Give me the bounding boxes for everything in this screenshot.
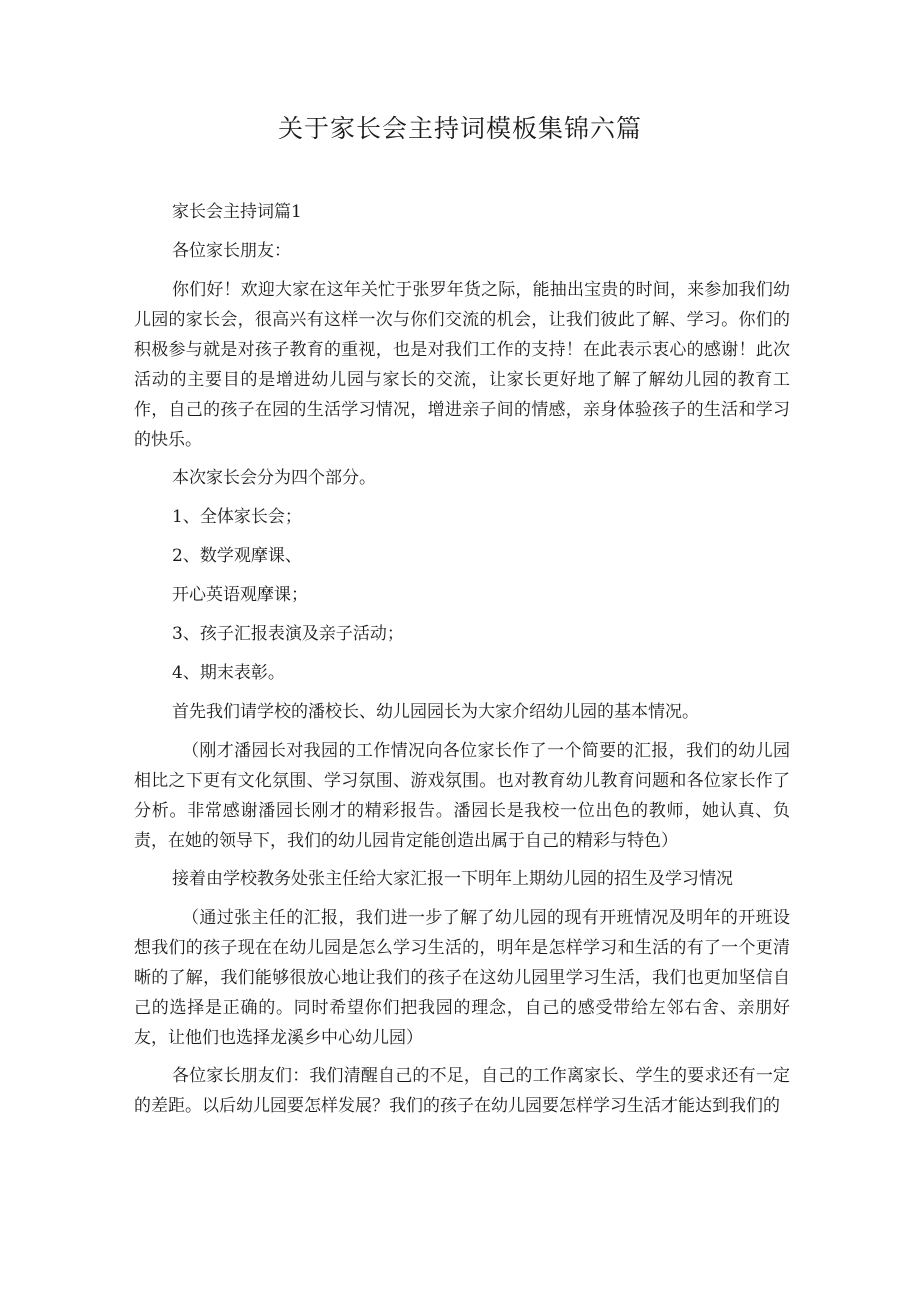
list-item-3: 3、孩子汇报表演及亲子活动； — [172, 624, 404, 644]
document-title: 关于家长会主持词模板集锦六篇 — [277, 114, 642, 143]
list-item-1: 1、全体家长会； — [172, 507, 302, 527]
paragraph-principal-intro: 首先我们请学校的潘校长、幼儿园园长为大家介绍幼儿园的基本情况。 — [172, 702, 699, 722]
paragraph-welcome: 你们好！欢迎大家在这年关忙于张罗年货之际，能抽出宝贵的时间，来参加我们幼儿园的家长会，很高兴有这样一次与你们交流的机会，让我们彼此了解、学习。你们的积极参与就是对孩子教育的重视，也是对我们工作的支持！在此表示衷心的感谢！此次活动的主要目的是增进幼儿园与家长的交流，让家长更好地了解了解幼儿园的教育工作，自己的孩子在园的生活学习情况，增进亲子间的情感，亲身体验孩子的生活和学习的快乐。 — [134, 280, 790, 450]
paragraph-director-intro: 接着由学校教务处张主任给大家汇报一下明年上期幼儿园的招生及学习情况 — [172, 869, 733, 889]
section-heading: 家长会主持词篇1 — [172, 202, 302, 222]
document-body — [134, 197, 790, 1129]
paragraph-director-summary: （通过张主任的汇报，我们进一步了解了幼儿园的现有开班情况及明年的开班设想我们的孩子现在在幼儿园是怎么学习生活的，明年是怎样学习和生活的有了一个更清晰的了解，我们能够很放心地让我们的孩子在这幼儿园里学习生活，我们也更加坚信自己的选择是正确的。同时希望你们把我园的理念，自己的感受带给左邻右舍、亲朋好友，让他们也选择龙溪乡中心幼儿园） — [134, 908, 790, 1048]
list-item-2b: 开心英语观摩课； — [172, 585, 308, 605]
list-item-4: 4、期末表彰。 — [172, 663, 285, 683]
list-item-2: 2、数学观摩课、 — [172, 546, 302, 566]
paragraph-parts-intro: 本次家长会分为四个部分。 — [172, 468, 376, 488]
paragraph-closing: 各位家长朋友们：我们清醒自己的不足，自己的工作离家长、学生的要求还有一定的差距。以后幼儿园要怎样发展？我们的孩子在幼儿园要怎样学习生活才能达到我们的 — [134, 1066, 790, 1116]
paragraph-principal-summary: （刚才潘园长对我园的工作情况向各位家长作了一个简要的汇报，我们的幼儿园相比之下更有文化氛围、学习氛围、游戏氛围。也对教育幼儿教育问题和各位家长作了分析。非常感谢潘园长刚才的精彩报告。潘园长是我校一位出色的教师，她认真、负责，在她的领导下，我们的幼儿园肯定能创造出属于自己的精彩与特色） — [134, 741, 790, 851]
greeting: 各位家长朋友： — [172, 241, 291, 261]
